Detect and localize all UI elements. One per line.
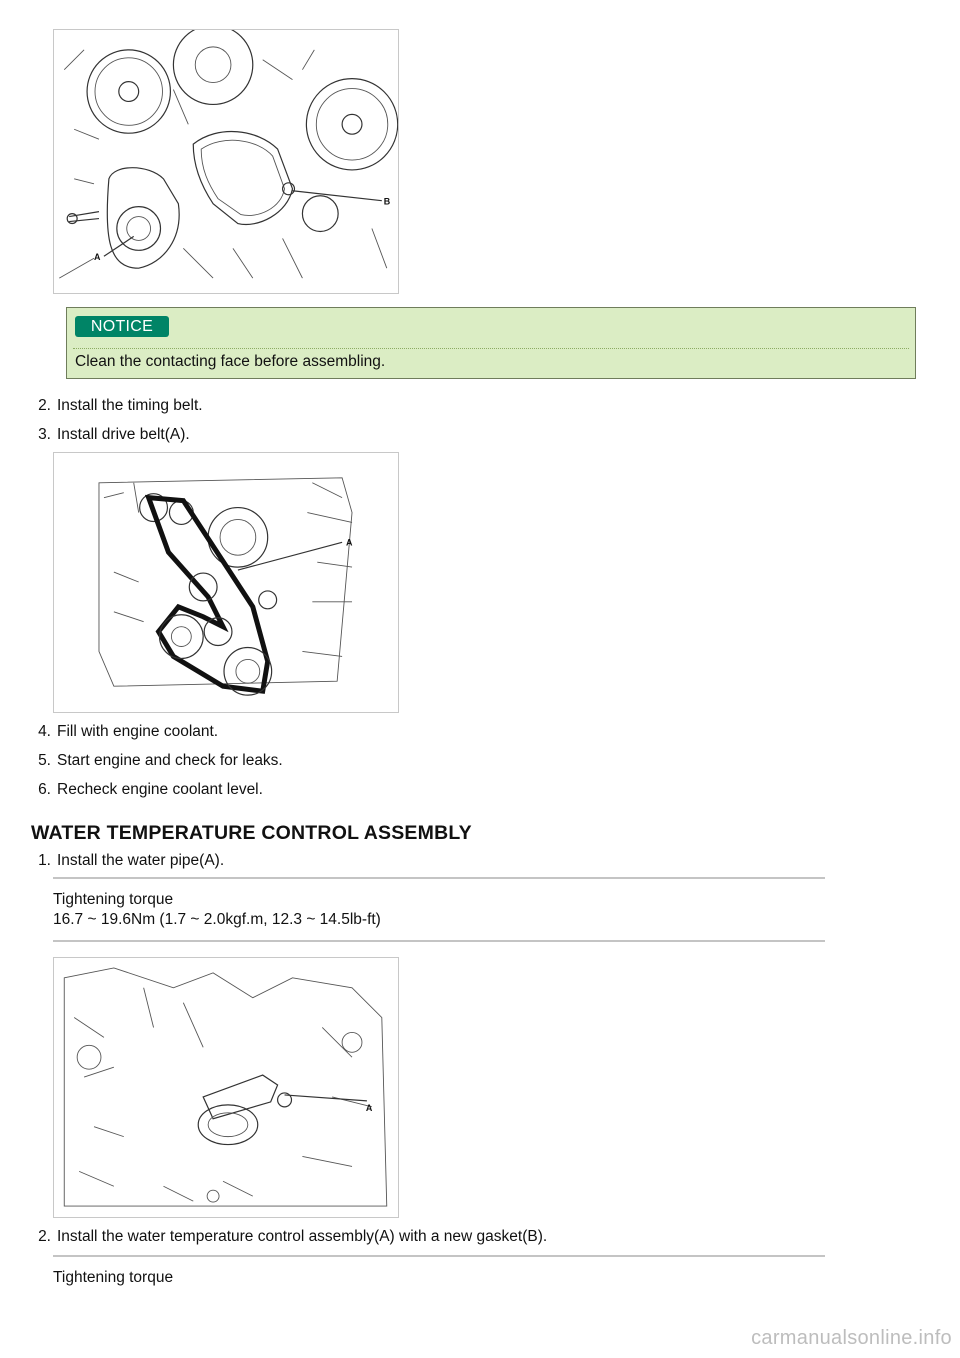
step-text: Install the water temperature control assembly(A) with a new gasket(B).	[57, 1228, 548, 1245]
water-pump-illustration	[54, 30, 398, 293]
notice-badge: NOTICE	[75, 316, 169, 337]
watermark: carmanualsonline.info	[751, 1327, 952, 1349]
step-number: 2.	[38, 397, 51, 414]
water-pump-figure	[53, 29, 399, 294]
step-number: 2.	[38, 1228, 51, 1245]
step-text: Install drive belt(A).	[57, 426, 190, 443]
step-text: Install the timing belt.	[57, 397, 203, 414]
callout-a: A	[346, 537, 353, 548]
notice-text: Clean the contacting face before assembling.	[75, 353, 386, 370]
step-number: 4.	[38, 723, 51, 740]
notice-divider	[73, 348, 909, 349]
step-number: 5.	[38, 752, 51, 769]
spec-label: Tightening torque	[53, 891, 174, 908]
callout-b: B	[383, 196, 391, 207]
callout-a: A	[94, 252, 101, 263]
spec-value: 16.7 ~ 19.6Nm (1.7 ~ 2.0kgf.m, 12.3 ~ 14.5lb-ft)	[53, 911, 381, 928]
water-pipe-illustration	[54, 958, 398, 1217]
step-text: Install the water pipe(A).	[57, 852, 225, 869]
callout-a: A	[365, 1102, 373, 1113]
water-pipe-figure	[53, 957, 399, 1218]
drive-belt-illustration	[54, 453, 398, 712]
step-number: 3.	[38, 426, 51, 443]
step-text: Fill with engine coolant.	[57, 723, 219, 740]
step-text: Start engine and check for leaks.	[57, 752, 283, 769]
step-text: Recheck engine coolant level.	[57, 781, 263, 798]
drive-belt-figure	[53, 452, 399, 713]
spec-top-rule	[53, 877, 825, 879]
spec-top-rule	[53, 1255, 825, 1257]
spec-bottom-rule	[53, 940, 825, 942]
spec-label: Tightening torque	[53, 1269, 174, 1286]
step-number: 6.	[38, 781, 51, 798]
step-number: 1.	[38, 852, 51, 869]
notice-box	[66, 307, 916, 379]
section-heading: WATER TEMPERATURE CONTROL ASSEMBLY	[31, 822, 472, 844]
